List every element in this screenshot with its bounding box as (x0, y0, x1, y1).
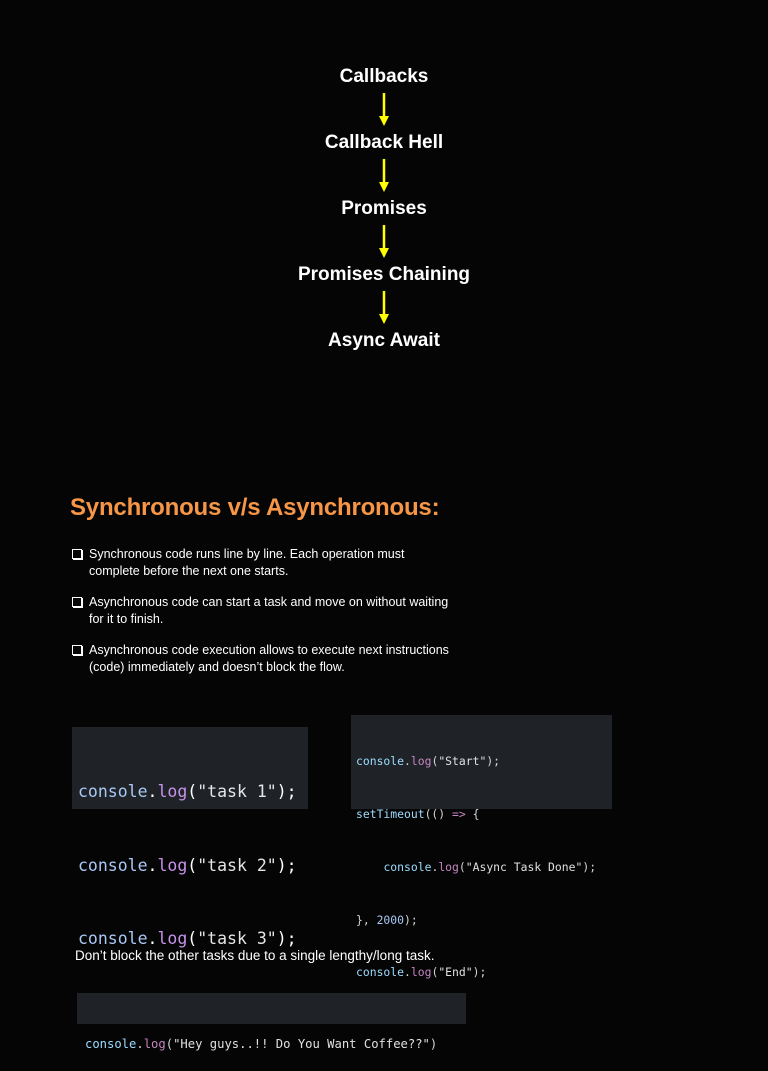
code-token-object: console (85, 1037, 137, 1051)
code-token-string: "End" (438, 965, 473, 980)
code-token-string: "Start" (438, 754, 487, 769)
code-token-punct: ( (165, 1037, 174, 1051)
code-token-punct: ); (582, 859, 597, 874)
bullet-text-line: (code) immediately and doesn’t block the flow. (89, 660, 345, 674)
code-token-punct: ( (458, 859, 466, 874)
code-token-punct: ( (187, 855, 198, 875)
code-token-object: console (78, 855, 148, 875)
bullet-list (72, 546, 492, 690)
code-token-function: log (438, 859, 459, 874)
code-token-punct: ); (276, 855, 297, 875)
code-line (356, 753, 612, 771)
checkbox-bullet-icon (72, 549, 82, 559)
code-token-punct: }, (356, 912, 377, 927)
code-token-string: "Hey guys..!! Do You Want Coffee??" (173, 1037, 430, 1051)
code-line (356, 806, 612, 824)
code-token-punct: . (147, 929, 158, 948)
code-token-punct: ); (404, 912, 418, 927)
code-block-sync (72, 727, 308, 948)
flow-step-callbacks: Callbacks (339, 66, 429, 87)
code-token-indent (356, 860, 383, 874)
bullet-text-line: complete before the next one starts. (89, 564, 289, 578)
code-token-punct: . (147, 855, 158, 875)
code-token-punct: ); (472, 965, 487, 980)
code-token-punct: ( (431, 754, 439, 769)
code-block-async (351, 715, 612, 980)
down-arrow-icon (378, 92, 390, 128)
code-line (78, 780, 308, 805)
code-token-object: console (78, 782, 148, 801)
code-token-arrow: => (452, 806, 466, 821)
code-token-object: console (383, 859, 432, 874)
code-token-function: log (143, 1037, 166, 1051)
code-block-coffee (77, 993, 466, 1051)
bullet-text-line: Synchronous code runs line by line. Each operation must (89, 547, 405, 561)
flow-step-callback-hell: Callback Hell (324, 132, 444, 153)
down-arrow-icon (378, 224, 390, 260)
code-token-string: "task 2" (197, 855, 277, 875)
code-token-number: 2000 (376, 912, 405, 927)
bullet-item (72, 594, 492, 628)
flow-step-async-await: Async Await (328, 330, 440, 351)
checkbox-bullet-icon (72, 597, 82, 607)
code-line (85, 1035, 466, 1053)
bullet-text-line: Asynchronous code execution allows to execute next instructions (89, 643, 449, 657)
code-token-punct: (() (424, 806, 453, 821)
code-token-function: log (157, 855, 188, 875)
bullet-item (72, 642, 492, 676)
code-token-punct: ) (429, 1037, 438, 1051)
down-arrow-icon (378, 290, 390, 326)
code-line (78, 854, 308, 879)
code-token-string: "Async Task Done" (465, 859, 583, 874)
bullet-text-line: for it to finish. (89, 612, 164, 626)
code-token-punct: { (465, 806, 480, 821)
code-token-punct: . (404, 965, 411, 980)
checkbox-bullet-icon (72, 645, 82, 655)
code-line (356, 964, 612, 982)
code-line (356, 859, 612, 877)
code-token-object: console (356, 754, 405, 769)
code-token-punct: . (136, 1037, 144, 1051)
code-token-function: setTimeout (356, 806, 425, 821)
code-token-punct: . (147, 782, 158, 801)
code-token-object: console (356, 965, 405, 980)
flow-diagram (0, 62, 768, 356)
code-token-function: log (410, 754, 432, 769)
code-token-punct: ); (276, 929, 297, 948)
note-text: Don’t block the other tasks due to a single lengthy/long task. (75, 948, 435, 963)
down-arrow-icon (378, 158, 390, 194)
code-token-object: console (78, 929, 148, 948)
bullet-item (72, 546, 492, 580)
code-token-punct: ( (187, 782, 198, 801)
code-token-punct: ); (276, 782, 297, 801)
code-token-function: log (410, 965, 432, 980)
code-token-punct: . (431, 859, 439, 874)
code-token-punct: ( (187, 929, 198, 948)
flow-step-promises-chaining: Promises Chaining (297, 264, 471, 285)
code-token-function: log (157, 929, 188, 948)
code-token-punct: . (404, 754, 411, 769)
code-line (356, 912, 612, 930)
code-token-string: "task 1" (197, 782, 277, 801)
code-token-string: "task 3" (197, 929, 277, 948)
bullet-text-line: Asynchronous code can start a task and move on without waiting (89, 595, 449, 609)
section-title: Synchronous v/s Asynchronous: (70, 494, 440, 521)
code-token-function: log (157, 782, 188, 801)
code-token-punct: ( (431, 965, 439, 980)
flow-step-promises: Promises (341, 198, 427, 219)
code-token-punct: ); (486, 754, 501, 769)
